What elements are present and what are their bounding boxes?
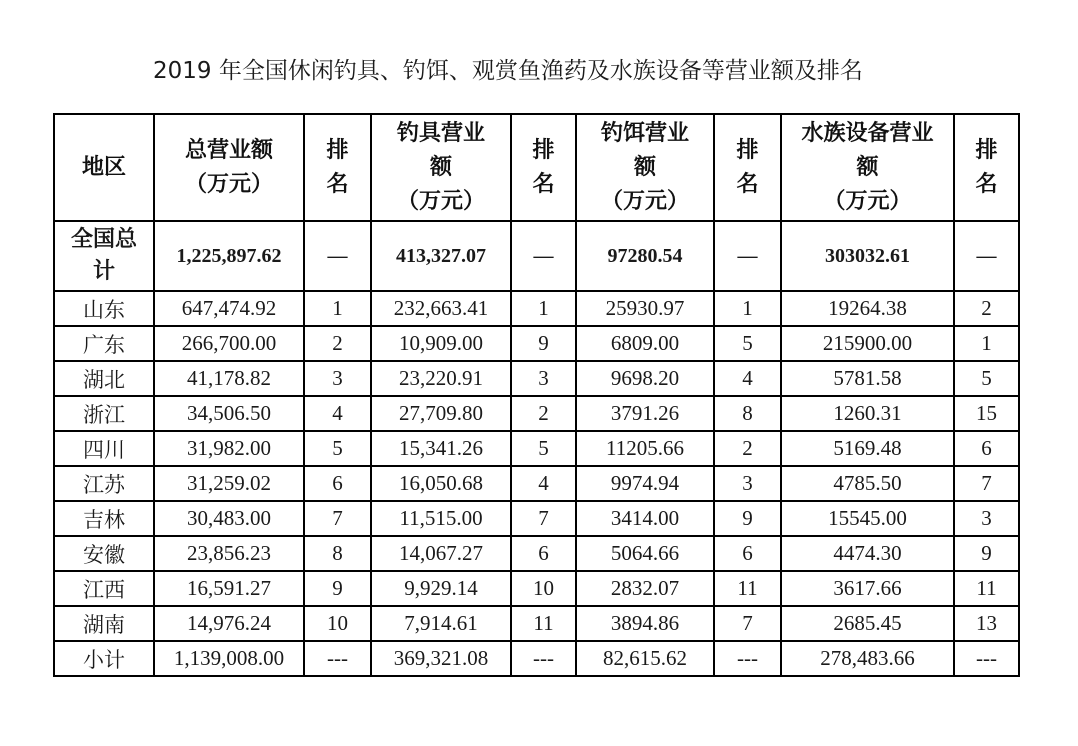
national-total-row (54, 221, 1019, 291)
tackle-revenue-cell: 27,709.80 (371, 396, 511, 431)
table-row (54, 361, 1019, 396)
table-row (54, 641, 1019, 676)
region-cell: 吉林 (54, 501, 154, 536)
table-row (54, 571, 1019, 606)
header-tackle-revenue: 钓具营业 额 （万元） (371, 114, 511, 221)
aquarium-rank-cell: --- (954, 641, 1019, 676)
header-total-rank: 排 名 (304, 114, 371, 221)
table-row (54, 501, 1019, 536)
bait-revenue-cell: 25930.97 (576, 291, 714, 326)
total-rank-cell: 10 (304, 606, 371, 641)
region-cell: 湖北 (54, 361, 154, 396)
tackle-rank-cell: --- (511, 641, 576, 676)
total-rank-cell: 5 (304, 431, 371, 466)
total-revenue-cell: 16,591.27 (154, 571, 304, 606)
tackle-revenue-cell: 10,909.00 (371, 326, 511, 361)
aquarium-revenue-cell: 19264.38 (781, 291, 954, 326)
total-revenue-cell: 23,856.23 (154, 536, 304, 571)
header-tackle-rank: 排 名 (511, 114, 576, 221)
total-rank-cell: 2 (304, 326, 371, 361)
tackle-rank-cell: 6 (511, 536, 576, 571)
region-cell: 小计 (54, 641, 154, 676)
table-row (54, 606, 1019, 641)
header-total-revenue: 总营业额 （万元） (154, 114, 304, 221)
bait-revenue-cell: 9974.94 (576, 466, 714, 501)
total-rank-cell: 1 (304, 291, 371, 326)
tackle-rank-cell: 2 (511, 396, 576, 431)
bait-revenue-cell: 11205.66 (576, 431, 714, 466)
region-cell: 江西 (54, 571, 154, 606)
tackle-revenue-cell: 232,663.41 (371, 291, 511, 326)
total-revenue-cell: 1,225,897.62 (154, 221, 304, 291)
aquarium-rank-cell: 6 (954, 431, 1019, 466)
aquarium-rank-cell: 7 (954, 466, 1019, 501)
region-cell: 安徽 (54, 536, 154, 571)
region-cell: 广东 (54, 326, 154, 361)
bait-revenue-cell: 3791.26 (576, 396, 714, 431)
tackle-revenue-cell: 9,929.14 (371, 571, 511, 606)
aquarium-revenue-cell: 4474.30 (781, 536, 954, 571)
bait-revenue-cell: 5064.66 (576, 536, 714, 571)
aquarium-rank-cell: 2 (954, 291, 1019, 326)
tackle-revenue-cell: 23,220.91 (371, 361, 511, 396)
revenue-ranking-table (53, 113, 1020, 677)
bait-revenue-cell: 3414.00 (576, 501, 714, 536)
bait-rank-cell: 8 (714, 396, 781, 431)
total-revenue-cell: 41,178.82 (154, 361, 304, 396)
tackle-rank-cell: 4 (511, 466, 576, 501)
table-row (54, 431, 1019, 466)
tackle-rank-cell: 3 (511, 361, 576, 396)
aquarium-revenue-cell: 278,483.66 (781, 641, 954, 676)
aquarium-rank-cell: 15 (954, 396, 1019, 431)
total-revenue-cell: 14,976.24 (154, 606, 304, 641)
table-title: 2019 年全国休闲钓具、钓饵、观赏鱼渔药及水族设备等营业额及排名 (153, 58, 863, 84)
bait-rank-cell: 7 (714, 606, 781, 641)
aquarium-revenue-cell: 5169.48 (781, 431, 954, 466)
aquarium-revenue-cell: 3617.66 (781, 571, 954, 606)
header-aquarium-revenue: 水族设备营业 额 （万元） (781, 114, 954, 221)
header-region: 地区 (54, 114, 154, 221)
total-rank-cell: 7 (304, 501, 371, 536)
total-rank-cell: --- (304, 641, 371, 676)
total-revenue-cell: 34,506.50 (154, 396, 304, 431)
aquarium-rank-cell: 11 (954, 571, 1019, 606)
aquarium-rank-cell: 13 (954, 606, 1019, 641)
region-cell: 山东 (54, 291, 154, 326)
bait-rank-cell: 4 (714, 361, 781, 396)
aquarium-revenue-cell: 2685.45 (781, 606, 954, 641)
bait-revenue-cell: 3894.86 (576, 606, 714, 641)
tackle-rank-cell: — (511, 221, 576, 291)
table-row (54, 466, 1019, 501)
tackle-rank-cell: 1 (511, 291, 576, 326)
bait-rank-cell: 11 (714, 571, 781, 606)
total-rank-cell: — (304, 221, 371, 291)
table-row (54, 326, 1019, 361)
aquarium-revenue-cell: 1260.31 (781, 396, 954, 431)
total-rank-cell: 4 (304, 396, 371, 431)
bait-revenue-cell: 97280.54 (576, 221, 714, 291)
tackle-revenue-cell: 15,341.26 (371, 431, 511, 466)
aquarium-rank-cell: 5 (954, 361, 1019, 396)
total-revenue-cell: 1,139,008.00 (154, 641, 304, 676)
bait-revenue-cell: 6809.00 (576, 326, 714, 361)
total-revenue-cell: 647,474.92 (154, 291, 304, 326)
tackle-revenue-cell: 369,321.08 (371, 641, 511, 676)
bait-rank-cell: 9 (714, 501, 781, 536)
bait-rank-cell: — (714, 221, 781, 291)
bait-rank-cell: 5 (714, 326, 781, 361)
total-rank-cell: 6 (304, 466, 371, 501)
table-row (54, 396, 1019, 431)
bait-revenue-cell: 82,615.62 (576, 641, 714, 676)
total-rank-cell: 8 (304, 536, 371, 571)
tackle-rank-cell: 9 (511, 326, 576, 361)
aquarium-revenue-cell: 303032.61 (781, 221, 954, 291)
aquarium-rank-cell: — (954, 221, 1019, 291)
tackle-rank-cell: 7 (511, 501, 576, 536)
bait-revenue-cell: 9698.20 (576, 361, 714, 396)
tackle-revenue-cell: 14,067.27 (371, 536, 511, 571)
bait-rank-cell: 3 (714, 466, 781, 501)
header-aquarium-rank: 排 名 (954, 114, 1019, 221)
region-cell: 全国总 计 (54, 221, 154, 291)
aquarium-rank-cell: 1 (954, 326, 1019, 361)
header-bait-revenue: 钓饵营业 额 （万元） (576, 114, 714, 221)
tackle-revenue-cell: 7,914.61 (371, 606, 511, 641)
bait-rank-cell: 6 (714, 536, 781, 571)
tackle-revenue-cell: 11,515.00 (371, 501, 511, 536)
table-row (54, 536, 1019, 571)
total-revenue-cell: 266,700.00 (154, 326, 304, 361)
aquarium-rank-cell: 3 (954, 501, 1019, 536)
aquarium-rank-cell: 9 (954, 536, 1019, 571)
aquarium-revenue-cell: 4785.50 (781, 466, 954, 501)
table-row (54, 291, 1019, 326)
total-revenue-cell: 30,483.00 (154, 501, 304, 536)
aquarium-revenue-cell: 5781.58 (781, 361, 954, 396)
tackle-rank-cell: 11 (511, 606, 576, 641)
tackle-revenue-cell: 413,327.07 (371, 221, 511, 291)
region-cell: 江苏 (54, 466, 154, 501)
header-bait-rank: 排 名 (714, 114, 781, 221)
region-cell: 湖南 (54, 606, 154, 641)
total-revenue-cell: 31,982.00 (154, 431, 304, 466)
tackle-revenue-cell: 16,050.68 (371, 466, 511, 501)
region-cell: 四川 (54, 431, 154, 466)
bait-rank-cell: 1 (714, 291, 781, 326)
region-cell: 浙江 (54, 396, 154, 431)
header-row (54, 114, 1019, 221)
total-rank-cell: 3 (304, 361, 371, 396)
tackle-rank-cell: 10 (511, 571, 576, 606)
total-rank-cell: 9 (304, 571, 371, 606)
tackle-rank-cell: 5 (511, 431, 576, 466)
bait-revenue-cell: 2832.07 (576, 571, 714, 606)
bait-rank-cell: 2 (714, 431, 781, 466)
bait-rank-cell: --- (714, 641, 781, 676)
aquarium-revenue-cell: 215900.00 (781, 326, 954, 361)
aquarium-revenue-cell: 15545.00 (781, 501, 954, 536)
total-revenue-cell: 31,259.02 (154, 466, 304, 501)
